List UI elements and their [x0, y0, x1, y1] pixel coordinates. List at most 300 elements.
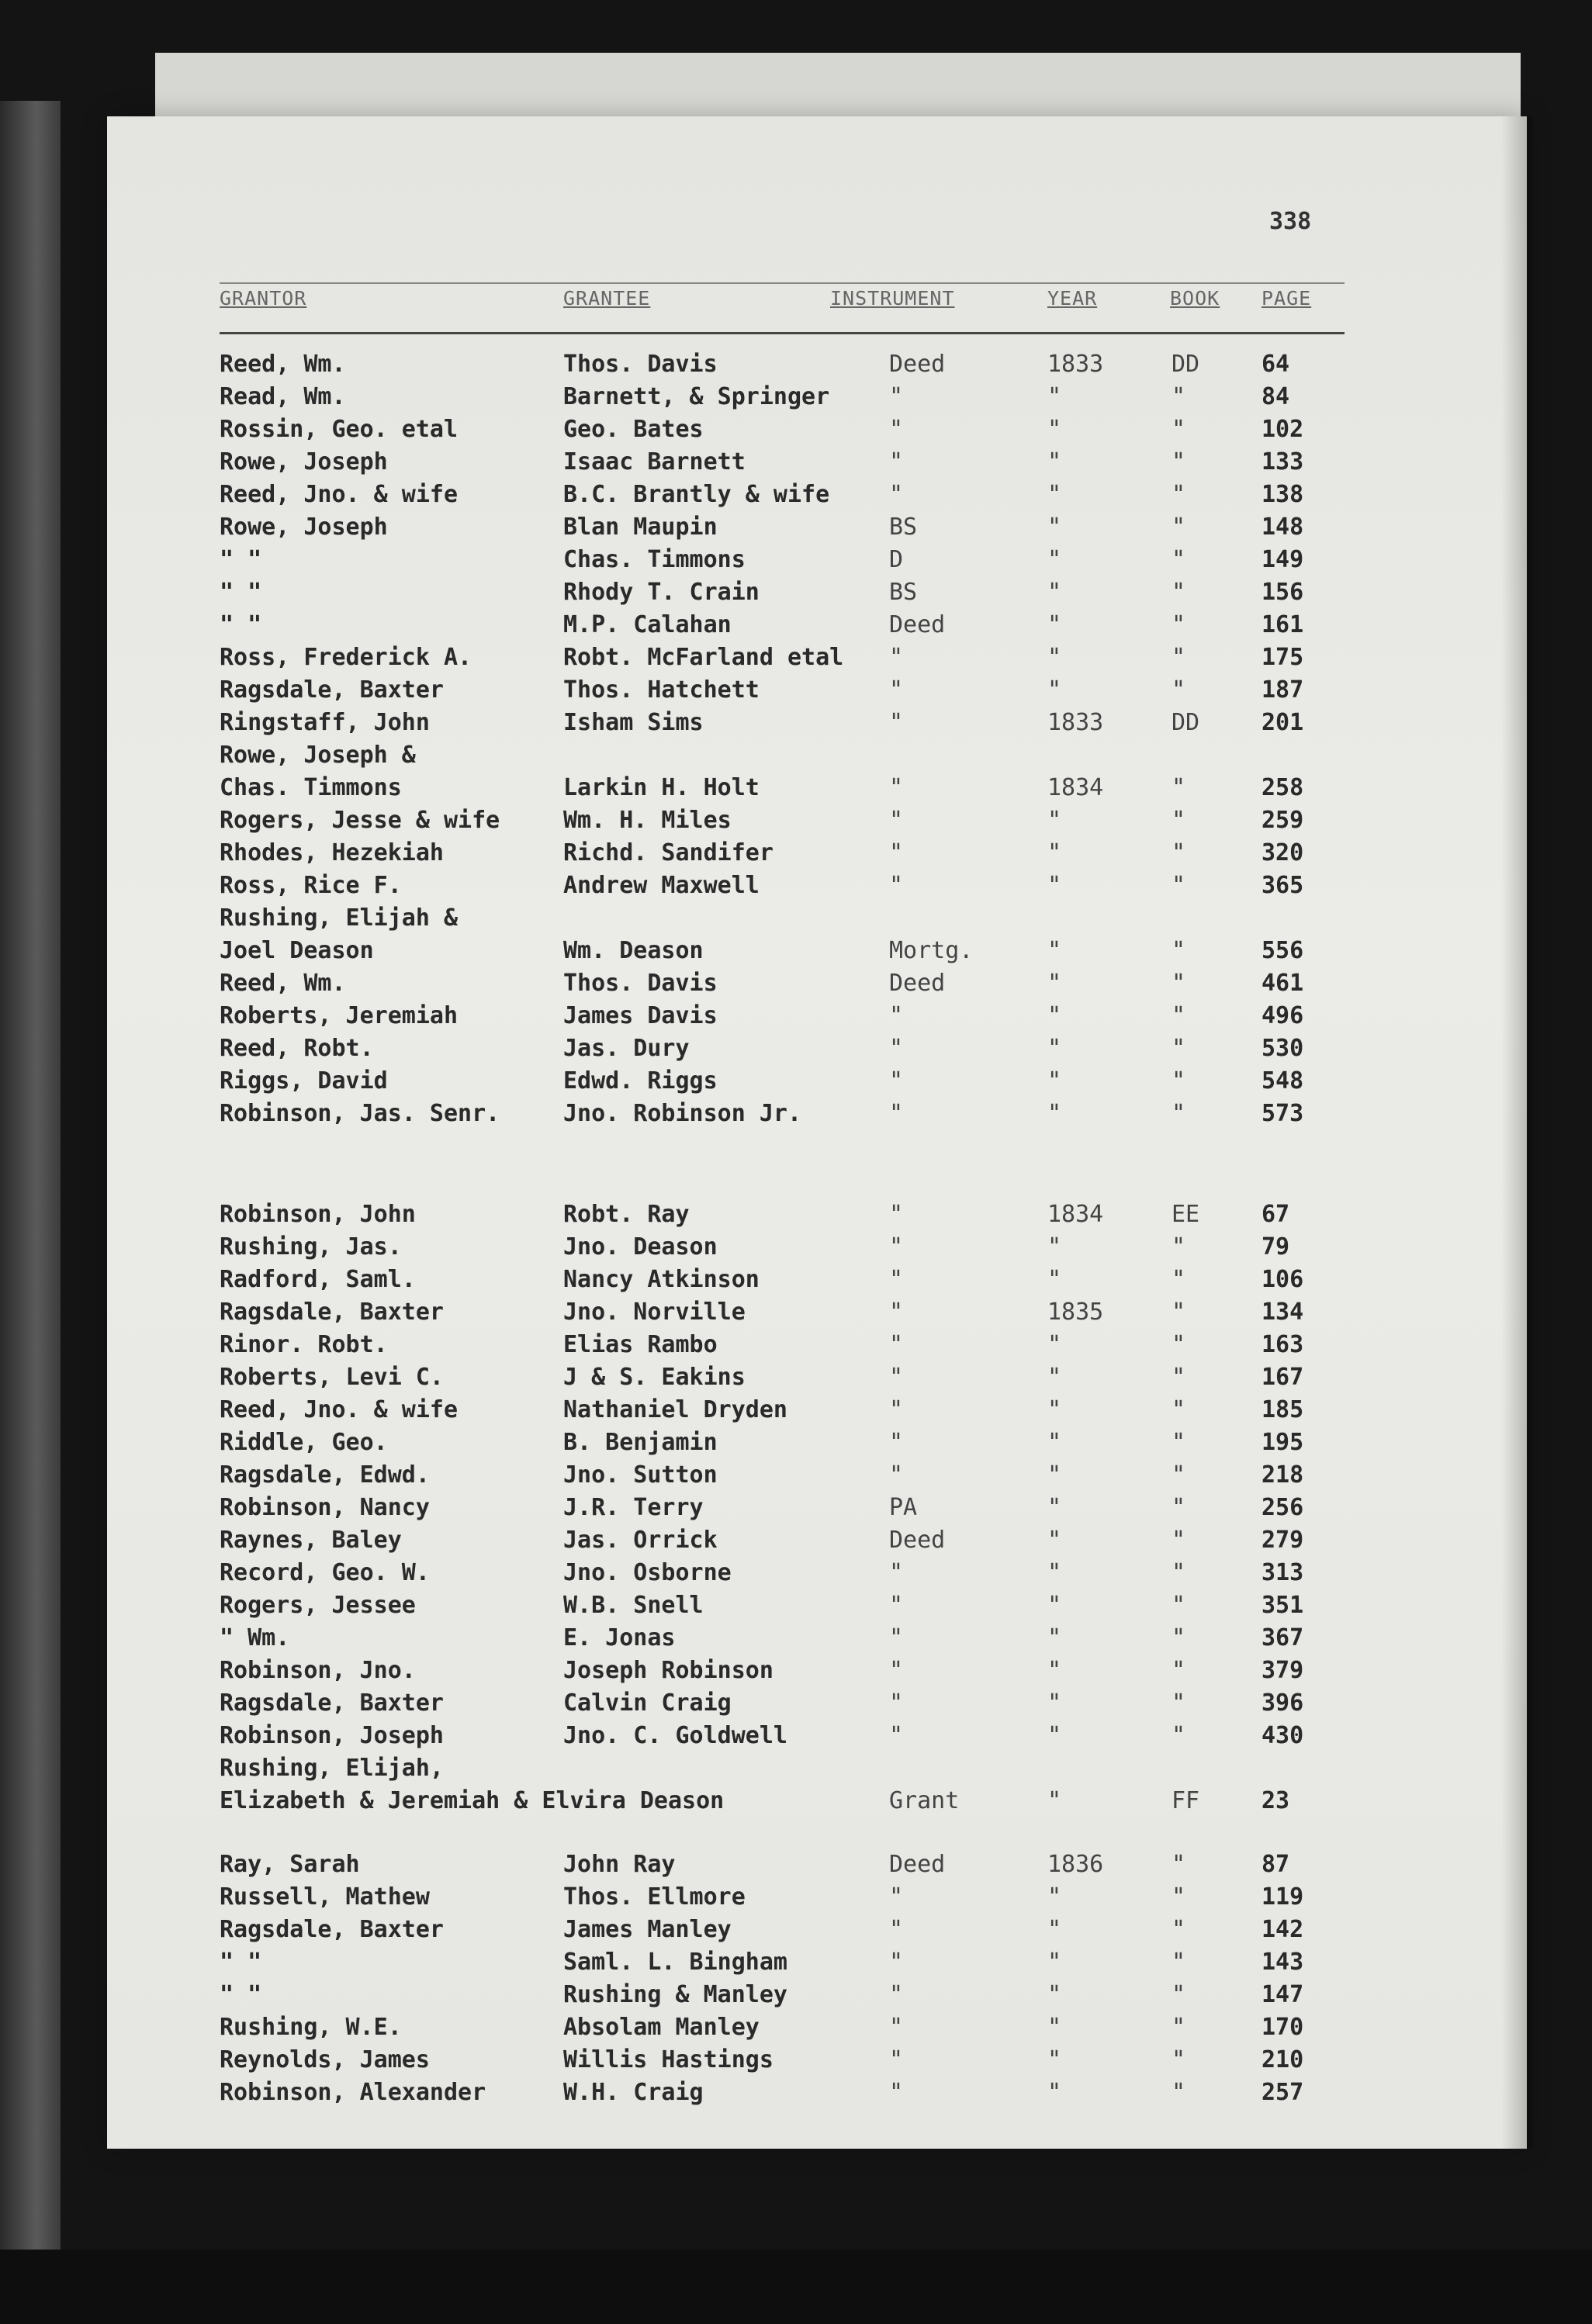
table-row [0, 1067, 1420, 1100]
grantee-cell: Richd. Sandifer [563, 839, 774, 866]
grantee-cell: Larkin H. Holt [563, 774, 760, 801]
grantee-cell: Willis Hastings [563, 2046, 774, 2073]
year-cell: " [1047, 1883, 1062, 1911]
grantor-cell: " " [220, 611, 262, 638]
table-row [0, 1233, 1420, 1266]
instrument-cell: D [889, 546, 904, 573]
page-cell: 167 [1261, 1364, 1304, 1391]
instrument-cell: Deed [889, 1851, 946, 1878]
grantor-cell: Record, Geo. W. [220, 1559, 430, 1586]
page-cell: 84 [1261, 383, 1290, 410]
instrument-cell: " [889, 1299, 904, 1326]
year-cell: " [1047, 1100, 1062, 1127]
year-cell: " [1047, 1364, 1062, 1391]
year-cell: " [1047, 1981, 1062, 2008]
page-cell: 365 [1261, 872, 1304, 899]
page-cell: 530 [1261, 1035, 1304, 1062]
instrument-cell: Deed [889, 351, 946, 378]
instrument-cell: " [889, 1201, 904, 1228]
instrument-cell: " [889, 839, 904, 866]
instrument-cell: Deed [889, 1527, 946, 1554]
grantee-cell: Rushing & Manley [563, 1981, 787, 2008]
book-cell: " [1172, 839, 1186, 866]
page-cell: 257 [1261, 2079, 1304, 2106]
year-cell: " [1047, 1233, 1062, 1261]
table-row [0, 1787, 1420, 1820]
grantor-cell: Rhodes, Hezekiah [220, 839, 444, 866]
book-cell: " [1172, 1364, 1186, 1391]
page-cell: 256 [1261, 1494, 1304, 1521]
grantee-cell: Isaac Barnett [563, 448, 746, 476]
book-cell: " [1172, 1100, 1186, 1127]
instrument-cell: " [889, 1461, 904, 1489]
grantee-cell: B. Benjamin [563, 1429, 718, 1456]
book-cell: FF [1172, 1787, 1200, 1814]
book-cell: " [1172, 1657, 1186, 1684]
year-cell: " [1047, 611, 1062, 638]
year-cell: " [1047, 481, 1062, 508]
table-row [0, 904, 1420, 937]
page-cell: 23 [1261, 1787, 1290, 1814]
instrument-cell: " [889, 1722, 904, 1749]
year-cell: " [1047, 448, 1062, 476]
grantor-cell: Rushing, Elijah & [220, 904, 459, 932]
year-cell: " [1047, 1592, 1062, 1619]
grantor-cell: Ringstaff, John [220, 709, 430, 736]
year-cell: " [1047, 2079, 1062, 2106]
book-cell: " [1172, 970, 1186, 997]
table-row [0, 1299, 1420, 1331]
year-cell: " [1047, 546, 1062, 573]
grantor-cell: Rushing, W.E. [220, 2014, 402, 2041]
year-cell: " [1047, 1396, 1062, 1423]
instrument-cell: BS [889, 514, 918, 541]
grantor-cell: Riggs, David [220, 1067, 388, 1095]
table-row [0, 1266, 1420, 1299]
table-row [0, 1461, 1420, 1494]
table-row [0, 448, 1420, 481]
grantor-cell: " " [220, 1981, 262, 2008]
grantor-cell: Ragsdale, Baxter [220, 1916, 444, 1943]
book-cell: " [1172, 1494, 1186, 1521]
table-row [0, 383, 1420, 416]
instrument-cell: " [889, 1364, 904, 1391]
grantee-cell: Joseph Robinson [563, 1657, 774, 1684]
page-cell: 396 [1261, 1689, 1304, 1717]
grantor-cell: Reed, Robt. [220, 1035, 374, 1062]
page-cell: 430 [1261, 1722, 1304, 1749]
year-cell: 1834 [1047, 774, 1104, 801]
page-cell: 185 [1261, 1396, 1304, 1423]
header-page: PAGE [1261, 287, 1312, 310]
book-cell: EE [1172, 1201, 1200, 1228]
year-cell: " [1047, 1002, 1062, 1029]
page-cell: 170 [1261, 2014, 1304, 2041]
instrument-cell: " [889, 807, 904, 834]
page-cell: 379 [1261, 1657, 1304, 1684]
grantee-cell: Jno. Norville [563, 1299, 746, 1326]
grantor-cell: Reed, Jno. & wife [220, 1396, 459, 1423]
book-cell: " [1172, 644, 1186, 671]
book-cell: " [1172, 416, 1186, 443]
book-cell: " [1172, 1461, 1186, 1489]
instrument-cell: " [889, 709, 904, 736]
table-row [0, 807, 1420, 839]
instrument-cell: " [889, 2046, 904, 2073]
table-row [0, 481, 1420, 514]
instrument-cell: " [889, 2014, 904, 2041]
grantee-cell: Blan Maupin [563, 514, 718, 541]
page-cell: 102 [1261, 416, 1304, 443]
grantee-cell: W.B. Snell [563, 1592, 704, 1619]
grantor-cell: Robinson, Joseph [220, 1722, 444, 1749]
page-cell: 142 [1261, 1916, 1304, 1943]
book-cell: " [1172, 1002, 1186, 1029]
instrument-cell: " [889, 1949, 904, 1976]
instrument-cell: Deed [889, 611, 946, 638]
table-row [0, 774, 1420, 807]
grantee-cell: Wm. Deason [563, 937, 704, 964]
year-cell: " [1047, 1331, 1062, 1358]
table-row [0, 1657, 1420, 1689]
book-cell: " [1172, 676, 1186, 704]
instrument-cell: BS [889, 579, 918, 606]
grantee-cell: E. Jonas [563, 1624, 676, 1651]
book-cell: " [1172, 1266, 1186, 1293]
table-row [0, 351, 1420, 383]
page-cell: 64 [1261, 351, 1290, 378]
year-cell: " [1047, 2046, 1062, 2073]
grantor-cell: Robinson, John [220, 1201, 416, 1228]
instrument-cell: " [889, 448, 904, 476]
grantor-cell: Roberts, Levi C. [220, 1364, 444, 1391]
grantor-cell: Rushing, Elijah, [220, 1755, 444, 1782]
table-row [0, 1851, 1420, 1883]
book-cell: " [1172, 1851, 1186, 1878]
table-row [0, 1981, 1420, 2014]
header-book: BOOK [1170, 287, 1220, 310]
instrument-cell: " [889, 383, 904, 410]
instrument-cell: " [889, 1331, 904, 1358]
year-cell: " [1047, 1624, 1062, 1651]
book-cell: " [1172, 1624, 1186, 1651]
book-cell: " [1172, 383, 1186, 410]
year-cell: " [1047, 1494, 1062, 1521]
instrument-cell: PA [889, 1494, 918, 1521]
header-rule [220, 332, 1345, 334]
grantee-cell: Jas. Orrick [563, 1527, 718, 1554]
table-row [0, 1755, 1420, 1787]
table-row [0, 709, 1420, 742]
year-cell: " [1047, 1722, 1062, 1749]
page-cell: 210 [1261, 2046, 1304, 2073]
year-cell: 1836 [1047, 1851, 1104, 1878]
header-year: YEAR [1047, 287, 1098, 310]
book-cell: " [1172, 2079, 1186, 2106]
instrument-cell: " [889, 1624, 904, 1651]
book-cell: " [1172, 1981, 1186, 2008]
year-cell: " [1047, 676, 1062, 704]
grantor-cell: Reed, Wm. [220, 970, 346, 997]
grantor-cell: Robinson, Jas. Senr. [220, 1100, 500, 1127]
instrument-cell: " [889, 1396, 904, 1423]
book-cell: " [1172, 1592, 1186, 1619]
page-cell: 138 [1261, 481, 1304, 508]
book-cell: DD [1172, 351, 1200, 378]
grantor-cell: Rinor. Robt. [220, 1331, 388, 1358]
header-instrument: INSTRUMENT [830, 287, 955, 310]
page-cell: 119 [1261, 1883, 1304, 1911]
book-cell: " [1172, 1722, 1186, 1749]
page-cell: 161 [1261, 611, 1304, 638]
grantee-cell: John Ray [563, 1851, 676, 1878]
instrument-cell: " [889, 1592, 904, 1619]
instrument-cell: " [889, 644, 904, 671]
grantor-cell: Radford, Saml. [220, 1266, 416, 1293]
book-cell: " [1172, 1299, 1186, 1326]
table-row [0, 937, 1420, 970]
year-cell: " [1047, 1461, 1062, 1489]
page-cell: 143 [1261, 1949, 1304, 1976]
grantor-cell: Robinson, Nancy [220, 1494, 430, 1521]
grantee-cell: Chas. Timmons [563, 546, 746, 573]
book-cell: " [1172, 937, 1186, 964]
page-cell: 258 [1261, 774, 1304, 801]
table-row [0, 1592, 1420, 1624]
book-cell: " [1172, 579, 1186, 606]
grantor-cell: Ragsdale, Baxter [220, 1689, 444, 1717]
table-row [0, 1559, 1420, 1592]
year-cell: 1833 [1047, 709, 1104, 736]
book-cell: " [1172, 1035, 1186, 1062]
table-row [0, 1916, 1420, 1949]
year-cell: " [1047, 970, 1062, 997]
page-cell: 367 [1261, 1624, 1304, 1651]
grantor-cell: Rogers, Jessee [220, 1592, 416, 1619]
year-cell: " [1047, 644, 1062, 671]
table-row [0, 839, 1420, 872]
year-cell: " [1047, 579, 1062, 606]
grantor-cell: Robinson, Jno. [220, 1657, 416, 1684]
grantor-cell: " " [220, 1949, 262, 1976]
grantor-cell: Rogers, Jesse & wife [220, 807, 500, 834]
instrument-cell: Grant [889, 1787, 960, 1814]
grantor-cell: Ross, Frederick A. [220, 644, 472, 671]
instrument-cell: " [889, 1883, 904, 1911]
grantee-cell: J.R. Terry [563, 1494, 704, 1521]
page-cell: 320 [1261, 839, 1304, 866]
grantee-cell: Jno. C. Goldwell [563, 1722, 787, 1749]
book-cell: " [1172, 2046, 1186, 2073]
grantor-cell: Joel Deason [220, 937, 374, 964]
page-cell: 156 [1261, 579, 1304, 606]
table-row [0, 1624, 1420, 1657]
instrument-cell: " [889, 1559, 904, 1586]
instrument-cell: " [889, 1981, 904, 2008]
page-cell: 496 [1261, 1002, 1304, 1029]
book-cell: " [1172, 1429, 1186, 1456]
grantee-cell: Robt. Ray [563, 1201, 690, 1228]
book-cell: " [1172, 514, 1186, 541]
table-row [0, 1201, 1420, 1233]
year-cell: " [1047, 872, 1062, 899]
instrument-cell: " [889, 872, 904, 899]
page-cell: 67 [1261, 1201, 1290, 1228]
book-cell: " [1172, 1949, 1186, 1976]
grantee-cell: Saml. L. Bingham [563, 1949, 787, 1976]
table-row [0, 514, 1420, 546]
book-cell: " [1172, 611, 1186, 638]
book-cell: " [1172, 1331, 1186, 1358]
table-row [0, 1494, 1420, 1527]
grantee-cell: Calvin Craig [563, 1689, 732, 1717]
year-cell: " [1047, 937, 1062, 964]
page-cell: 134 [1261, 1299, 1304, 1326]
grantor-cell: Read, Wm. [220, 383, 346, 410]
book-cell: " [1172, 481, 1186, 508]
year-cell: " [1047, 1657, 1062, 1684]
table-row [0, 644, 1420, 676]
grantee-cell: Jno. Deason [563, 1233, 718, 1261]
grantee-cell: Isham Sims [563, 709, 704, 736]
table-row [0, 1396, 1420, 1429]
grantor-cell: Rowe, Joseph & [220, 742, 416, 769]
grantor-cell: Chas. Timmons [220, 774, 402, 801]
grantee-cell: Thos. Ellmore [563, 1883, 746, 1911]
instrument-cell: " [889, 2079, 904, 2106]
year-cell: 1833 [1047, 351, 1104, 378]
page-number: 338 [1269, 208, 1312, 235]
page-cell: 556 [1261, 937, 1304, 964]
page-cell: 461 [1261, 970, 1304, 997]
grantee-cell: Nathaniel Dryden [563, 1396, 787, 1423]
instrument-cell: " [889, 416, 904, 443]
grantor-cell: Riddle, Geo. [220, 1429, 388, 1456]
year-cell: " [1047, 1949, 1062, 1976]
book-cell: " [1172, 1233, 1186, 1261]
instrument-cell: " [889, 1233, 904, 1261]
grantee-cell: Jno. Robinson Jr. [563, 1100, 802, 1127]
grantor-cell: Ragsdale, Edwd. [220, 1461, 430, 1489]
grantor-cell: Reynolds, James [220, 2046, 430, 2073]
instrument-cell: Deed [889, 970, 946, 997]
instrument-cell: " [889, 1916, 904, 1943]
grantee-cell: Edwd. Riggs [563, 1067, 718, 1095]
grantee-cell: Thos. Davis [563, 351, 718, 378]
page-cell: 87 [1261, 1851, 1290, 1878]
page-cell: 175 [1261, 644, 1304, 671]
book-cell: " [1172, 1689, 1186, 1717]
grantor-cell: Reed, Wm. [220, 351, 346, 378]
instrument-cell: Mortg. [889, 937, 974, 964]
book-cell: " [1172, 2014, 1186, 2041]
table-row [0, 1035, 1420, 1067]
book-cell: " [1172, 1883, 1186, 1911]
grantee-cell: Rhody T. Crain [563, 579, 760, 606]
page-cell: 133 [1261, 448, 1304, 476]
page-shadow [1501, 116, 1532, 2149]
page-cell: 79 [1261, 1233, 1290, 1261]
instrument-cell: " [889, 481, 904, 508]
grantor-cell: Ragsdale, Baxter [220, 676, 444, 704]
table-row [0, 2079, 1420, 2111]
table-row [0, 546, 1420, 579]
page-cell: 187 [1261, 676, 1304, 704]
table-row [0, 1364, 1420, 1396]
year-cell: " [1047, 1787, 1062, 1814]
grantee-cell: James Davis [563, 1002, 718, 1029]
grantee-cell: Robt. McFarland etal [563, 644, 844, 671]
table-row [0, 970, 1420, 1002]
grantor-cell: Raynes, Baley [220, 1527, 402, 1554]
book-cell: " [1172, 774, 1186, 801]
table-row [0, 1883, 1420, 1916]
grantee-cell: B.C. Brantly & wife [563, 481, 830, 508]
book-cell: DD [1172, 709, 1200, 736]
grantee-cell: Elias Rambo [563, 1331, 718, 1358]
year-cell: " [1047, 2014, 1062, 2041]
table-row [0, 1689, 1420, 1722]
grantee-cell: Wm. H. Miles [563, 807, 732, 834]
grantee-cell: Absolam Manley [563, 2014, 760, 2041]
instrument-cell: " [889, 774, 904, 801]
book-cell: " [1172, 1396, 1186, 1423]
grantor-cell: Ragsdale, Baxter [220, 1299, 444, 1326]
page-cell: 218 [1261, 1461, 1304, 1489]
book-cell: " [1172, 872, 1186, 899]
table-row [0, 1002, 1420, 1035]
grantor-cell: Rowe, Joseph [220, 514, 388, 541]
page-cell: 201 [1261, 709, 1304, 736]
page-cell: 279 [1261, 1527, 1304, 1554]
instrument-cell: " [889, 1689, 904, 1717]
page-cell: 106 [1261, 1266, 1304, 1293]
table-row [0, 1331, 1420, 1364]
instrument-cell: " [889, 1100, 904, 1127]
year-cell: " [1047, 514, 1062, 541]
table-header [0, 279, 1420, 318]
page-cell: 148 [1261, 514, 1304, 541]
grantee-cell: Barnett, & Springer [563, 383, 830, 410]
page-cell: 573 [1261, 1100, 1304, 1127]
grantor-cell: Reed, Jno. & wife [220, 481, 459, 508]
year-cell: " [1047, 1266, 1062, 1293]
book-cell: " [1172, 448, 1186, 476]
instrument-cell: " [889, 1035, 904, 1062]
page-cell: 163 [1261, 1331, 1304, 1358]
year-cell: " [1047, 839, 1062, 866]
grantor-cell: Elizabeth & Jeremiah & Elvira Deason [220, 1787, 725, 1814]
book-cell: " [1172, 1067, 1186, 1095]
year-cell: 1834 [1047, 1201, 1104, 1228]
grantor-cell: " " [220, 579, 262, 606]
year-cell: " [1047, 1527, 1062, 1554]
instrument-cell: " [889, 1266, 904, 1293]
film-edge-bottom [0, 2250, 1592, 2324]
grantor-cell: " " [220, 546, 262, 573]
header-grantee: GRANTEE [563, 287, 651, 310]
year-cell: " [1047, 1035, 1062, 1062]
table-row [0, 611, 1420, 644]
page-cell: 548 [1261, 1067, 1304, 1095]
table-row [0, 579, 1420, 611]
table-row [0, 416, 1420, 448]
page-cell: 195 [1261, 1429, 1304, 1456]
grantee-cell: M.P. Calahan [563, 611, 732, 638]
grantee-cell: Jas. Dury [563, 1035, 690, 1062]
year-cell: " [1047, 1916, 1062, 1943]
page-cell: 147 [1261, 1981, 1304, 2008]
